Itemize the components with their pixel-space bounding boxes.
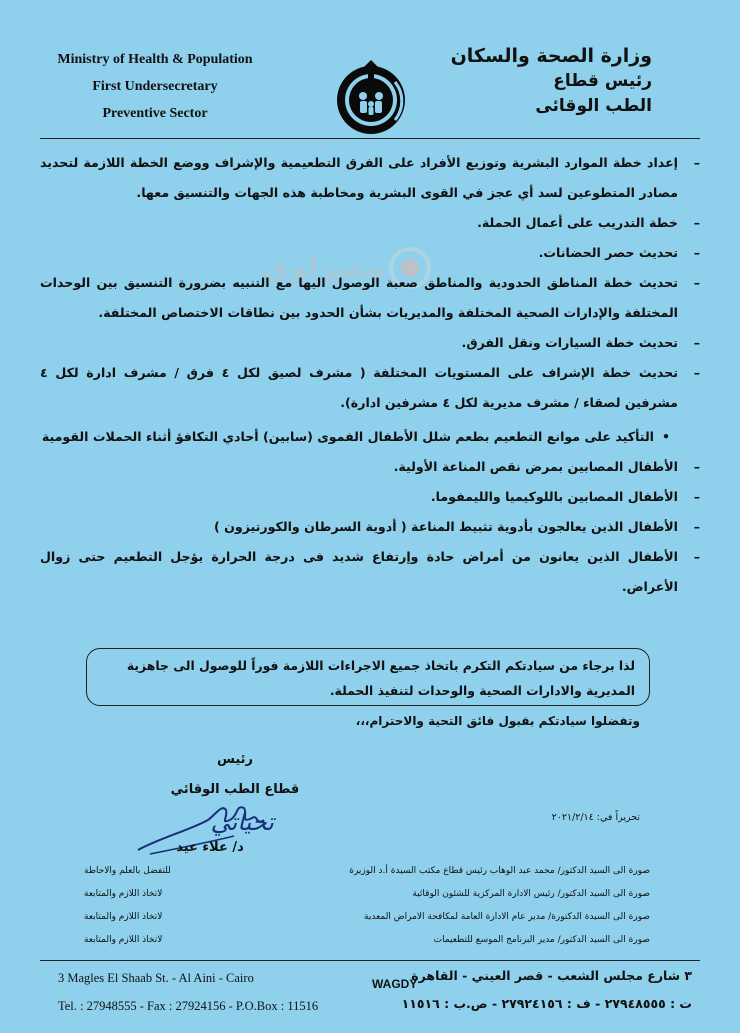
list-item: – تحديث خطة الإشراف على المستويات المختلفة ( مشرف لصيق لكل ٤ فرق / مشرف ادارة لكل ٤ مشرفين لصقاء / مشرف مديرية لكل ٤ مشرفين ادارة). xyxy=(40,365,700,410)
cc-row: صورة الى السيد الدكتور/ رئيس الادارة المركزية للشئون الوقائية لاتخاذ اللازم والمتابعة xyxy=(84,889,650,899)
list-item: – خطة التدريب على أعمال الحملة. xyxy=(477,215,700,230)
footer-en-contact: Tel. : 27948555 - Fax : 27924156 - P.O.Box : 11516 xyxy=(58,999,319,1013)
footer-divider xyxy=(40,960,700,961)
header-en-line-2: First Undersecretary xyxy=(92,79,218,94)
ministry-logo-icon xyxy=(333,52,409,140)
cc-row: صورة الى السيد الدكتور/ محمد عبد الوهاب رئيس قطاع مكتب السيدة أ.د الوزيرة للتفضل بالعلم والاحاطة xyxy=(84,866,650,876)
header-ar-line-1: وزارة الصحة والسكان xyxy=(450,45,652,67)
header-ar-line-3: الطب الوقائى xyxy=(535,96,652,116)
contraindications-heading: • التأكيد على موانع التطعيم بطعم شلل الأطفال الفموى (سابين) أحادي التكافؤ أثناء الحملات القومية xyxy=(41,429,670,444)
footer-en-address: 3 Magles El Shaab St. - Al Aini - Cairo xyxy=(58,971,254,985)
header-english xyxy=(40,46,270,127)
typist-initials: WAGDY xyxy=(372,977,418,991)
list-item: – الأطفال المصابين باللوكيميا والليمفوما. xyxy=(430,489,700,504)
cc-row: صورة الى السيد الدكتور/ مدير البرنامج الموسع للتطعيمات لاتخاذ اللازم والمتابعة xyxy=(84,935,650,945)
header-en-line-1: Ministry of Health & Population xyxy=(57,52,253,67)
list-item: – الأطفال الذين يعانون من أمراض حادة وإرتفاع شديد فى درجة الحرارة يؤجل التطعيم حتى زوال الأعراض. xyxy=(40,549,700,594)
request-box: لذا برجاء من سيادتكم التكرم باتخاذ جميع الاجراءات اللازمة فوراً للوصول الى جاهزية المديرية والادارات الصحية والوحدات لتنفيذ الحملة. xyxy=(86,648,650,706)
watermark-text: مصراوي xyxy=(262,250,386,285)
header-arabic xyxy=(432,44,652,119)
footer-ar-address: ٣ شارع مجلس الشعب - قصر العيني - القاهرة xyxy=(411,968,692,983)
signatory-name: د/ علاء عيد xyxy=(176,840,244,855)
letter-date: تحريراً في: ٢٠٢١/٢/١٤ xyxy=(551,812,640,823)
header-divider xyxy=(40,138,700,139)
header-en-line-3: Preventive Sector xyxy=(102,106,208,121)
signatory-title: رئيس قطاع الطب الوقائي xyxy=(170,752,300,797)
list-item: – إعداد خطة الموارد البشرية وتوزيع الأفراد على الفرق التطعيمية والإشراف ووضع الخطة اللازمة لتحديد مصادر المتطوعين لسد أي عجز في القوى البشرية ومخاطبة هذه الجهات والتنسيق معها. xyxy=(40,155,700,200)
list-item: – الأطفال المصابين بمرض نقص المناعة الأولية. xyxy=(393,459,700,474)
footer-ar-contact: ت : ٢٧٩٤٨٥٥٥ - ف : ٢٧٩٢٤١٥٦ - ص.ب : ١١٥١٦ xyxy=(401,996,692,1011)
footer-english xyxy=(58,964,318,1020)
cc-row: صورة الى السيدة الدكتورة/ مدير عام الادارة العامة لمكافحة الامراض المعدية لاتخاذ اللازم والمتابعة xyxy=(84,912,650,922)
list-item: – الأطفال الذين يعالجون بأدوية تثبيط المناعة ( أدوية السرطان والكورتيزون ) xyxy=(213,519,700,534)
list-item: – تحديث حصر الحضانات. xyxy=(538,245,700,260)
list-item: – تحديث خطة السيارات ونقل الفرق. xyxy=(461,335,700,350)
footer-arabic xyxy=(362,962,692,1018)
closing-line: وتفضلوا سيادتكم بقبول فائق التحية والاحترام،،، xyxy=(355,714,640,728)
letter-body xyxy=(40,148,700,602)
list-item: – تحديث خطة المناطق الحدودية والمناطق صعبة الوصول اليها مع التنبيه بضرورة التنسيق بين الوحدات المختلفة والإدارات الصحية المختلفة والمديريات بشأن الحدود بين نطاقات الاختصاص المختلفة. xyxy=(40,275,700,320)
cc-list xyxy=(84,860,650,952)
signature-greeting: تحياتي xyxy=(210,808,274,836)
header-ar-line-2: رئيس قطاع xyxy=(553,71,652,91)
